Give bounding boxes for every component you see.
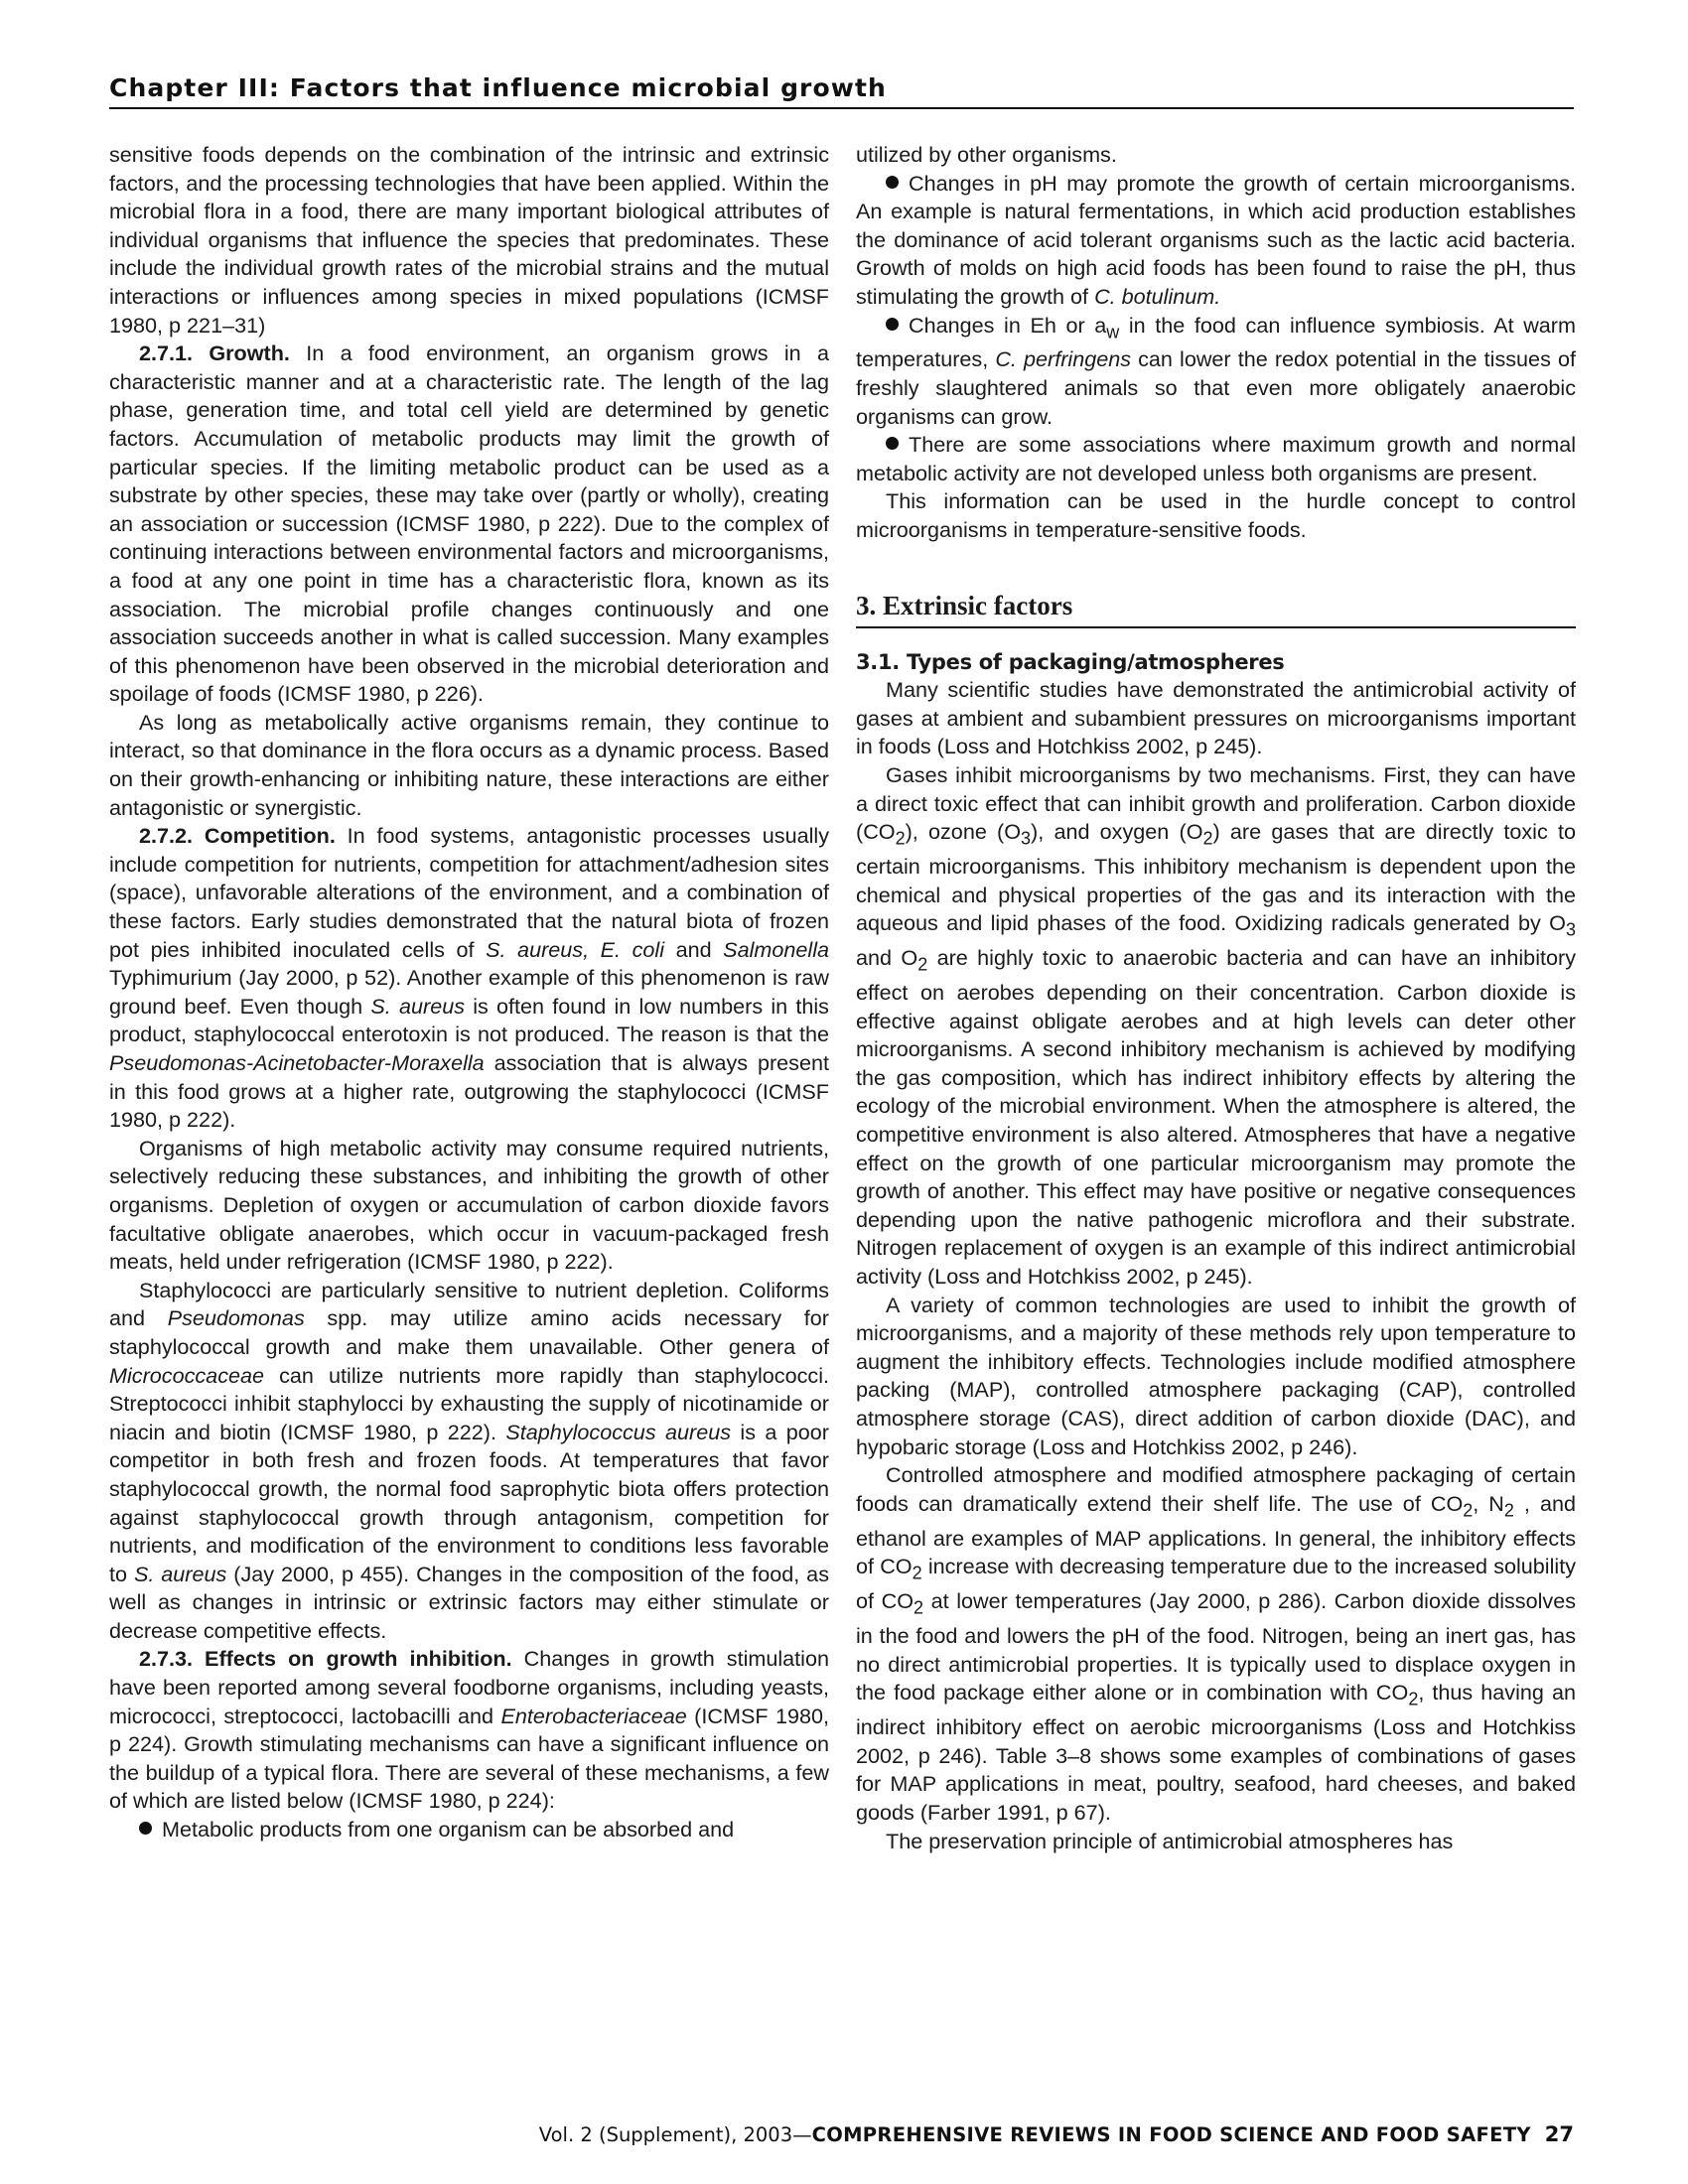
run-in-heading: 2.7.3. Effects on growth inhibition. <box>139 1646 512 1672</box>
paragraph: Many scientific studies have demonstrated the antimicrobial activity of gases at ambient and subambient pressures on microorganisms important in foods (Loss and Hotchkiss 2002, p 245). <box>856 677 1576 759</box>
paragraph: As long as metabolically active organisms remain, they continue to interact, so that dominance in the flora occurs as a dynamic process. Based on their growth-enhancing or inhibiting nature, these interactions are either antagonistic or synergistic. <box>109 709 829 820</box>
paragraph: A variety of common technologies are used to inhibit the growth of microorganisms, and a majority of these methods rely upon temperature to augment the inhibitory effects. Technologies include modified atmosphere packing (MAP), controlled atmosphere packaging (CAP), controlled atmosphere storage (CAS), direct addition of carbon dioxide (DAC), and hypobaric storage (Loss and Hotchkiss 2002, p 246). <box>856 1292 1576 1459</box>
paragraph-growth-inhibition: 2.7.3. Effects on growth inhibition. Changes in growth stimulation have been reported among several foodborne organisms, including yeasts, micrococci, streptococci, lactobacilli and Enterobacteriaceae (ICMSF 1980, p 224). Growth stimulating mechanisms can have a significant influence on the buildup of a typical flora. There are several of these mechanisms, a few of which are listed below (ICMSF 1980, p 224): <box>109 1646 829 1814</box>
right-column <box>856 141 1576 1855</box>
paragraph-controlled-atmosphere: Controlled atmosphere and modified atmosphere packaging of certain foods can dramatically extend their shelf life. The use of $CO_2$, $N_2$ , and ethanol are examples of MAP applications. In general, the inhibitory effects of $CO_2$ increase with decreasing temperature due to the increased solubility of $CO_2$ at lower temperatures (Jay 2000, p 286). Carbon dioxide dissolves in the food and lowers the pH of the food. Nitrogen, being an inert gas, has no direct antimicrobial properties. It is typically used to displace oxygen in the food package either alone or in combination with $CO_2$, thus having an indirect inhibitory effect on aerobic microorganisms (Loss and Hotchkiss 2002, p 246). Table 3–8 shows some examples of combinations of gases for MAP applications in meat, poultry, seafood, hard cheeses, and baked goods (Farber 1991, p 67). <box>856 1462 1577 1825</box>
left-column <box>109 141 829 1844</box>
paragraph-competition: 2.7.2. Competition. In food systems, antagonistic processes usually include competition for nutrients, competition for attachment/adhesion sites (space), unfavorable alterations of the environment, and a combination of these factors. Early studies demonstrated that the natural biota of frozen pot pies inhibited inoculated cells of S. aureus, E. coli and Salmonella Typhimurium (Jay 2000, p 52). Another example of this phenomenon is raw ground beef. Even though S. aureus is often found in low numbers in this product, staphylococcal enterotoxin is not produced. The reason is that the Pseudomonas-Acinetobacter-Moraxella association that is always present in this food grows at a higher rate, outgrowing the staphylococci (ICMSF 1980, p 222). <box>109 823 830 1133</box>
footer-volume: Vol. 2 (Supplement), 2003— <box>538 2123 812 2146</box>
running-header-title: Chapter III: Factors that influence microbial growth <box>109 73 887 102</box>
paragraph-growth: 2.7.1. Growth. In a food environment, an organism grows in a characteristic manner and at a characteristic rate. The length of the lag phase, generation time, and total cell yield are determined by genetic factors. Accumulation of metabolic products may limit the growth of particular species. If the limiting metabolic product can be used as a substrate by other species, these may take over (partly or wholly), creating an association or succession (ICMSF 1980, p 222). Due to the complex of continuing interactions between environmental factors and microorganisms, a food at any one point in time has a characteristic flora, known as its association. The microbial profile changes continuously and one association succeeds another in what is called succession. Many examples of this phenomenon have been observed in the microbial deterioration and spoilage of foods (ICMSF 1980, p 226). <box>109 341 829 707</box>
footer-journal-title: COMPREHENSIVE REVIEWS IN FOOD SCIENCE AND FOOD SAFETY <box>811 2123 1531 2146</box>
paragraph: Organisms of high metabolic activity may consume required nutrients, selectively reducing these substances, and inhibiting the growth of other organisms. Depletion of oxygen or accumulation of carbon dioxide favors facultative obligate anaerobes, which occur in vacuum-packaged fresh meats, held under refrigeration (ICMSF 1980, p 222). <box>109 1135 829 1275</box>
bullet-item: There are some associations where maximum growth and normal metabolic activity are not developed unless both organisms are present. <box>856 432 1576 485</box>
bullet-item: Changes in pH may promote the growth of certain microorganisms. An example is natural fermentations, in which acid production establishes the dominance of acid tolerant organisms such as the lactic acid bacteria. Growth of molds on high acid foods has been found to raise the pH, thus stimulating the growth of C. botulinum. <box>856 170 1576 309</box>
header-rule <box>109 107 1574 109</box>
paragraph: This information can be used in the hurdle concept to control microorganisms in temperature-sensitive foods. <box>856 488 1576 543</box>
bullet-icon <box>886 437 899 450</box>
bullet-icon <box>886 318 899 331</box>
bullet-item: Metabolic products from one organism can be absorbed and <box>109 1816 829 1844</box>
subsection-heading: 3.1. Types of packaging/atmospheres <box>856 649 1285 674</box>
paragraph-gases: Gases inhibit microorganisms by two mechanisms. First, they can have a direct toxic effect that can inhibit growth and proliferation. Carbon dioxide $(CO_2)$, ozone $(O_3)$, and oxygen $(O_2)$ are gases that are directly toxic to certain microorganisms. This inhibitory mechanism is dependent upon the chemical and physical properties of the gas and its interaction with the aqueous and lipid phases of the food. Oxidizing radicals generated by $O_3$ and $O_2$ are highly toxic to anaerobic bacteria and can have an inhibitory effect on aerobes depending on their concentration. Carbon dioxide is effective against obligate aerobes and at high levels can deter other microorganisms. A second inhibitory mechanism is achieved by modifying the gas composition, which has indirect inhibitory effects by altering the ecology of the microbial environment. When the atmosphere is altered, the competitive environment is also altered. Atmospheres that have a negative effect on the growth of one particular microorganism may promote the growth of another. This effect may have positive or negative consequences depending upon the native pathogenic microflora and their substrate. Nitrogen replacement of oxygen is an example of this indirect antimicrobial activity (Loss and Hotchkiss 2002, p 245). <box>856 762 1576 1290</box>
paragraph: The preservation principle of antimicrobial atmospheres has <box>886 1828 1454 1853</box>
paragraph: sensitive foods depends on the combination of the intrinsic and extrinsic factors, and the processing technologies that have been applied. Within the microbial flora in a food, there are many important biological attributes of individual organisms that influence the species that predominates. These include the individual growth rates of the microbial strains and the mutual interactions or influences among species in mixed populations (ICMSF 1980, p 221–31) <box>109 142 829 338</box>
bullet-icon <box>886 176 899 189</box>
paragraph-staphylococci: Staphylococci are particularly sensitive to nutrient depletion. Coliforms and Pseudomonas spp. may utilize amino acids necessary for staphylococcal growth and make them unavailable. Other genera of Micrococcaceae can utilize nutrients more rapidly than staphylococci. Streptococci inhibit staphylocci by exhausting the supply of nicotinamide or niacin and biotin (ICMSF 1980, p 222). Staphylococcus aureus is a poor competitor in both fresh and frozen foods. At temperatures that favor staphylococcal growth, the normal food saprophytic biota offers protection against staphylococcal growth through antagonism, competition for nutrients, and modification of the environment to conditions less favorable to S. aureus (Jay 2000, p 455). Changes in the composition of the food, as well as changes in intrinsic or extrinsic factors may either stimulate or decrease competitive effects. <box>109 1277 829 1643</box>
run-in-heading: 2.7.1. Growth. <box>139 341 290 366</box>
section-heading: 3. Extrinsic factors <box>856 589 1576 628</box>
page-number: 27 <box>1544 2122 1574 2146</box>
paragraph: utilized by other organisms. <box>856 142 1117 167</box>
bullet-item: Changes in Eh or $a_w$ in the food can influence symbiosis. At warm temperatures, C. perfringens can lower the redox potential in the tissues of freshly slaughtered animals so that even more obligately anaerobic organisms can grow. <box>856 312 1576 429</box>
run-in-heading: 2.7.2. Competition. <box>139 823 336 849</box>
bullet-icon <box>139 1822 152 1835</box>
page-footer <box>427 2122 1574 2146</box>
